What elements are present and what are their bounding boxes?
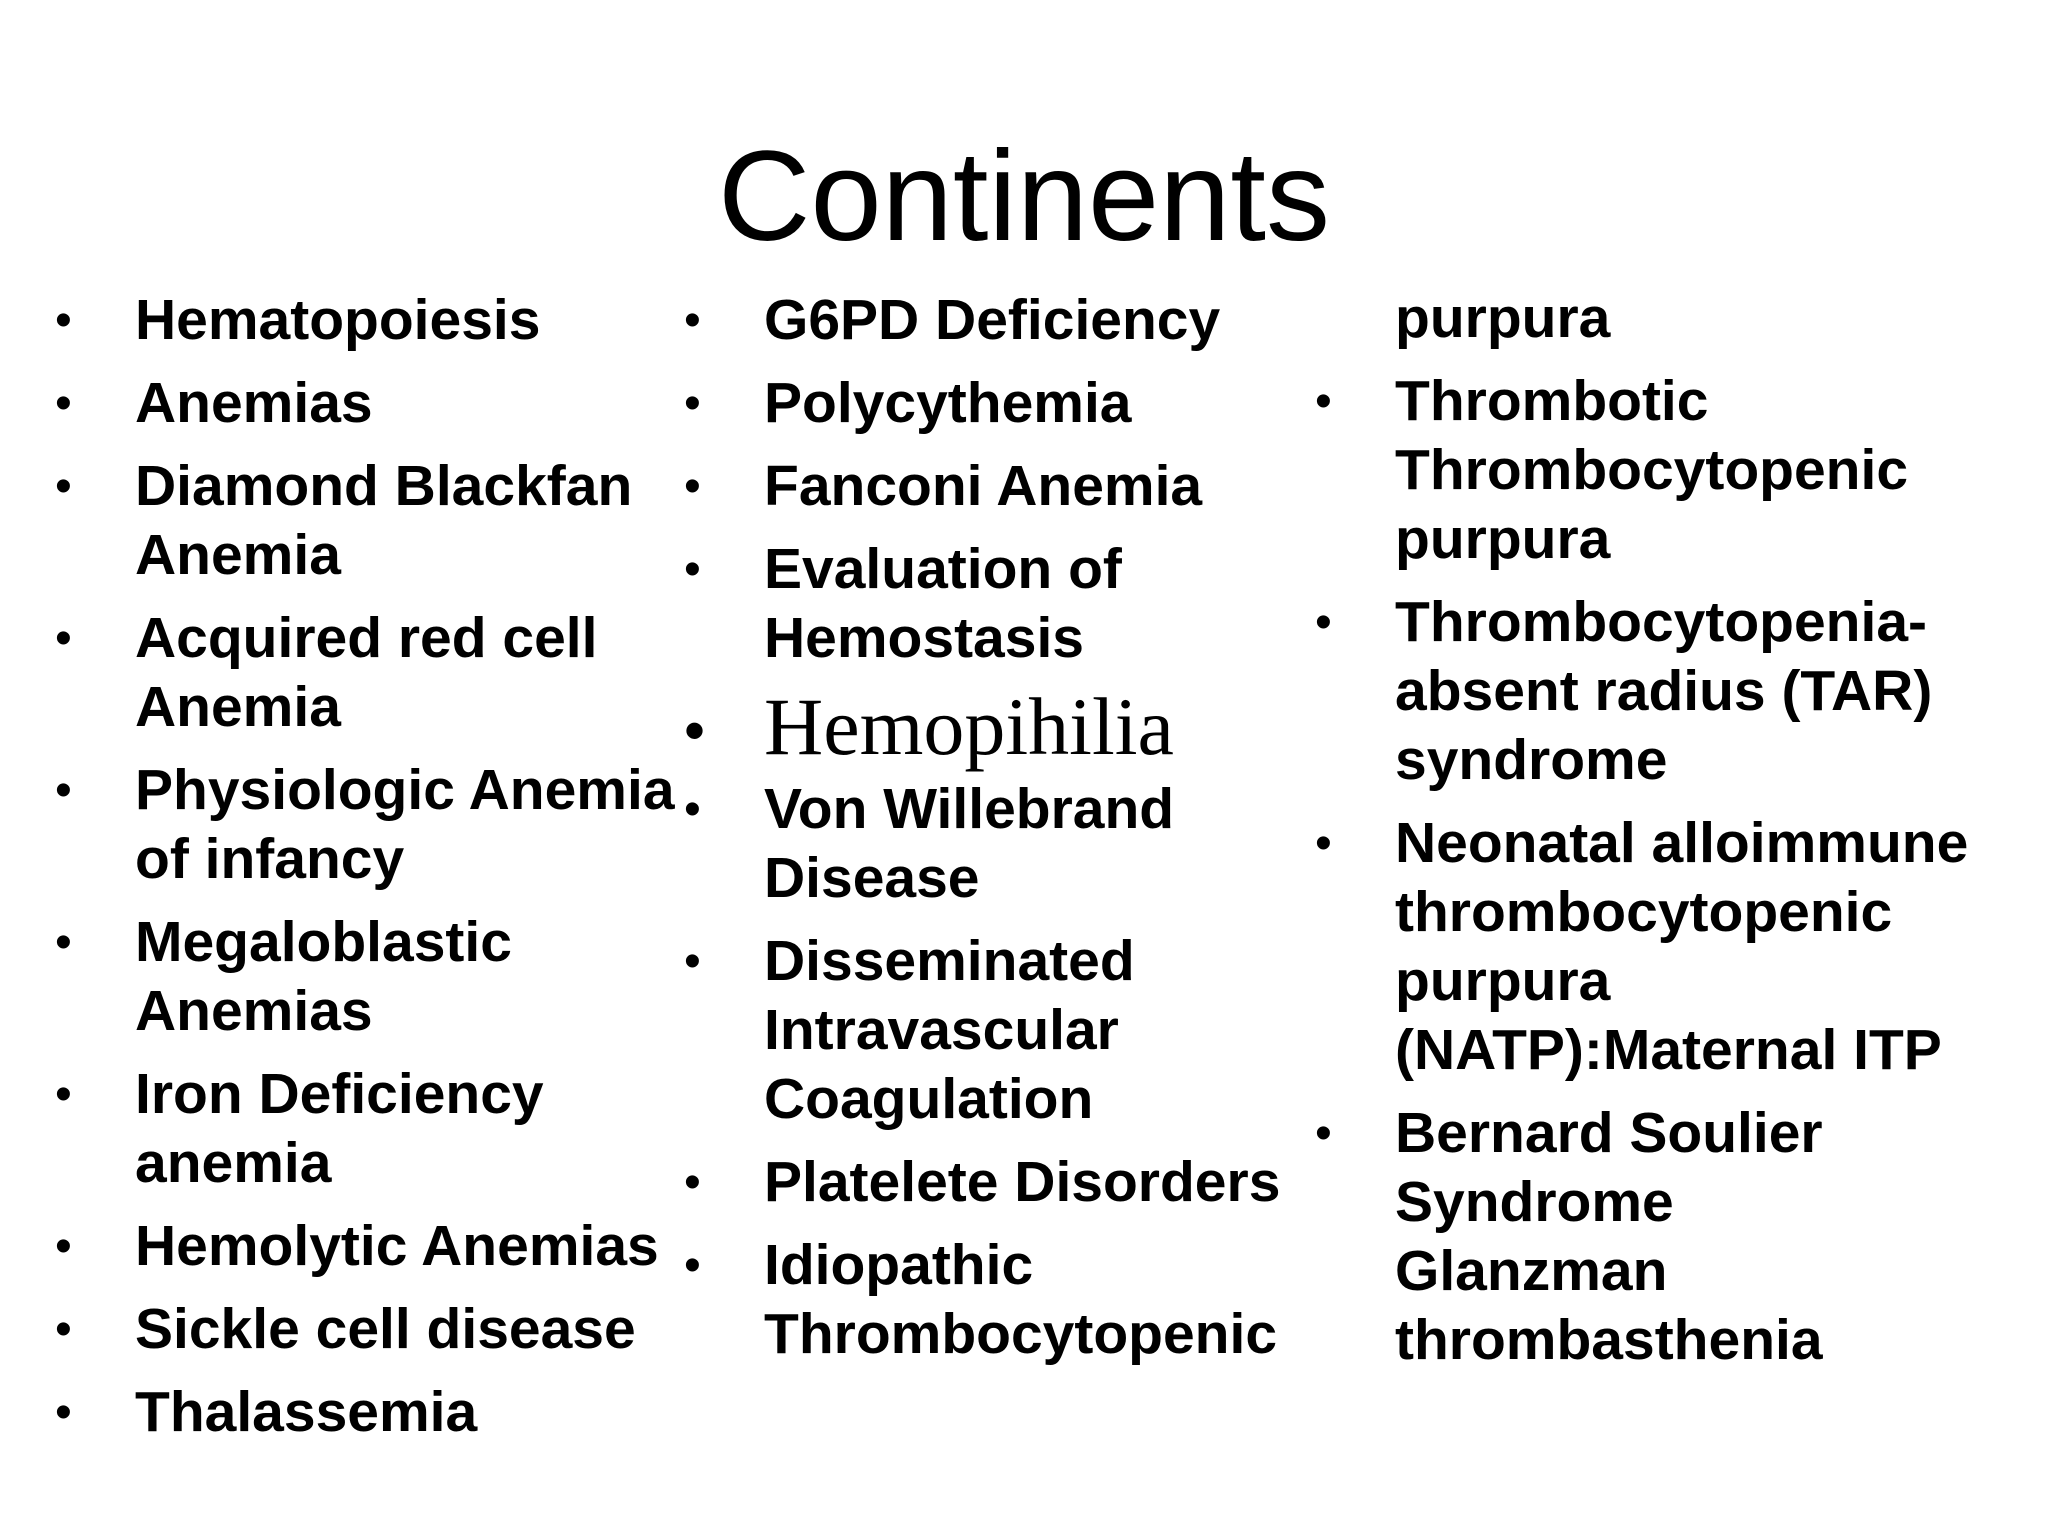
slide-title: Continents: [718, 125, 1330, 268]
bullet-icon: •: [684, 294, 701, 347]
list-item-text: Anemias: [135, 371, 373, 435]
column-1: [55, 286, 695, 1461]
list-item-text: Sickle cell disease: [135, 1297, 636, 1361]
bullet-icon: •: [55, 1220, 72, 1273]
list-item: [684, 681, 1324, 772]
list-item-continuation: [1315, 284, 1955, 353]
list-item-text: Megaloblastic Anemias: [135, 910, 512, 1043]
list-item: [684, 1148, 1364, 1217]
bullet-icon: •: [684, 1239, 701, 1292]
bullet-icon: •: [55, 764, 72, 817]
list-item: [1315, 367, 1915, 574]
list-item: [684, 452, 1324, 521]
bullet-icon: •: [684, 543, 701, 596]
list-item-text: purpura: [1395, 286, 1611, 350]
list-item-text: Evaluation of Hemostasis: [764, 537, 1122, 670]
bullet-icon: •: [55, 612, 72, 665]
bullet-icon: •: [1315, 817, 1332, 870]
list-item-text: Fanconi Anemia: [764, 454, 1203, 518]
list-item-text: Acquired red cell Anemia: [135, 606, 598, 739]
bullet-icon: •: [55, 377, 72, 430]
list-item-text: Von Willebrand Disease: [764, 777, 1175, 910]
bullet-icon: •: [684, 935, 701, 988]
list-item: [684, 1231, 1324, 1369]
list-item-text: Physiologic Anemia of infancy: [135, 758, 675, 891]
list-item: [1315, 1099, 1855, 1375]
list-item: [55, 908, 655, 1046]
list-item: [684, 535, 1184, 673]
bullet-icon: •: [55, 916, 72, 969]
list-item: [55, 369, 695, 438]
list-item-text: Hemopihilia: [764, 681, 1174, 772]
bullet-icon: •: [684, 783, 701, 836]
list-item: [55, 1060, 655, 1198]
list-item: [55, 604, 655, 742]
list-item: [684, 369, 1324, 438]
list-item-text: Platelete Disorders: [764, 1150, 1281, 1214]
list-item: [684, 775, 1244, 913]
bullet-icon: •: [684, 1156, 701, 1209]
list-item-text: Neonatal alloimmune thrombocytopenic purpura (NATP):Maternal ITP: [1395, 811, 1969, 1082]
list-item: [55, 1212, 715, 1281]
list-item: [684, 927, 1184, 1134]
bullet-icon: •: [55, 1303, 72, 1356]
list-item: [1315, 588, 1955, 795]
bullet-icon: •: [1315, 375, 1332, 428]
list-item-text: Hemolytic Anemias: [135, 1214, 659, 1278]
list-item-text: Idiopathic Thrombocytopenic: [764, 1233, 1278, 1366]
list-item: [684, 286, 1324, 355]
list-item-text: Thrombotic Thrombocytopenic purpura: [1395, 369, 1909, 571]
list-item: [55, 286, 695, 355]
bullet-icon: •: [1315, 1107, 1332, 1160]
list-item: [55, 1378, 715, 1447]
list-item-text: Disseminated Intravascular Coagulation: [764, 929, 1135, 1131]
list-item-text: Bernard Soulier Syndrome Glanzman thrombasthenia: [1395, 1101, 1823, 1372]
bullet-icon: •: [684, 377, 701, 430]
bullet-icon: •: [684, 697, 706, 764]
list-item: [55, 1295, 715, 1364]
list-item-text: Thrombocytopenia-absent radius (TAR) syndrome: [1395, 590, 1933, 792]
list-item-text: G6PD Deficiency: [764, 288, 1221, 352]
bullet-icon: •: [55, 1386, 72, 1439]
list-item-text: Diamond Blackfan Anemia: [135, 454, 633, 587]
column-3: [1315, 286, 2015, 1389]
list-item-text: Thalassemia: [135, 1380, 478, 1444]
bullet-icon: •: [55, 460, 72, 513]
list-item-text: Hematopoiesis: [135, 288, 541, 352]
list-item: [55, 452, 695, 590]
list-item-text: Polycythemia: [764, 371, 1132, 435]
column-2: [684, 286, 1324, 1383]
list-item: [55, 756, 715, 894]
list-item: [1315, 809, 1975, 1085]
bullet-icon: •: [1315, 596, 1332, 649]
bullet-icon: •: [684, 460, 701, 513]
bullet-icon: •: [55, 294, 72, 347]
bullet-icon: •: [55, 1068, 72, 1121]
list-item-text: Iron Deficiency anemia: [135, 1062, 544, 1195]
